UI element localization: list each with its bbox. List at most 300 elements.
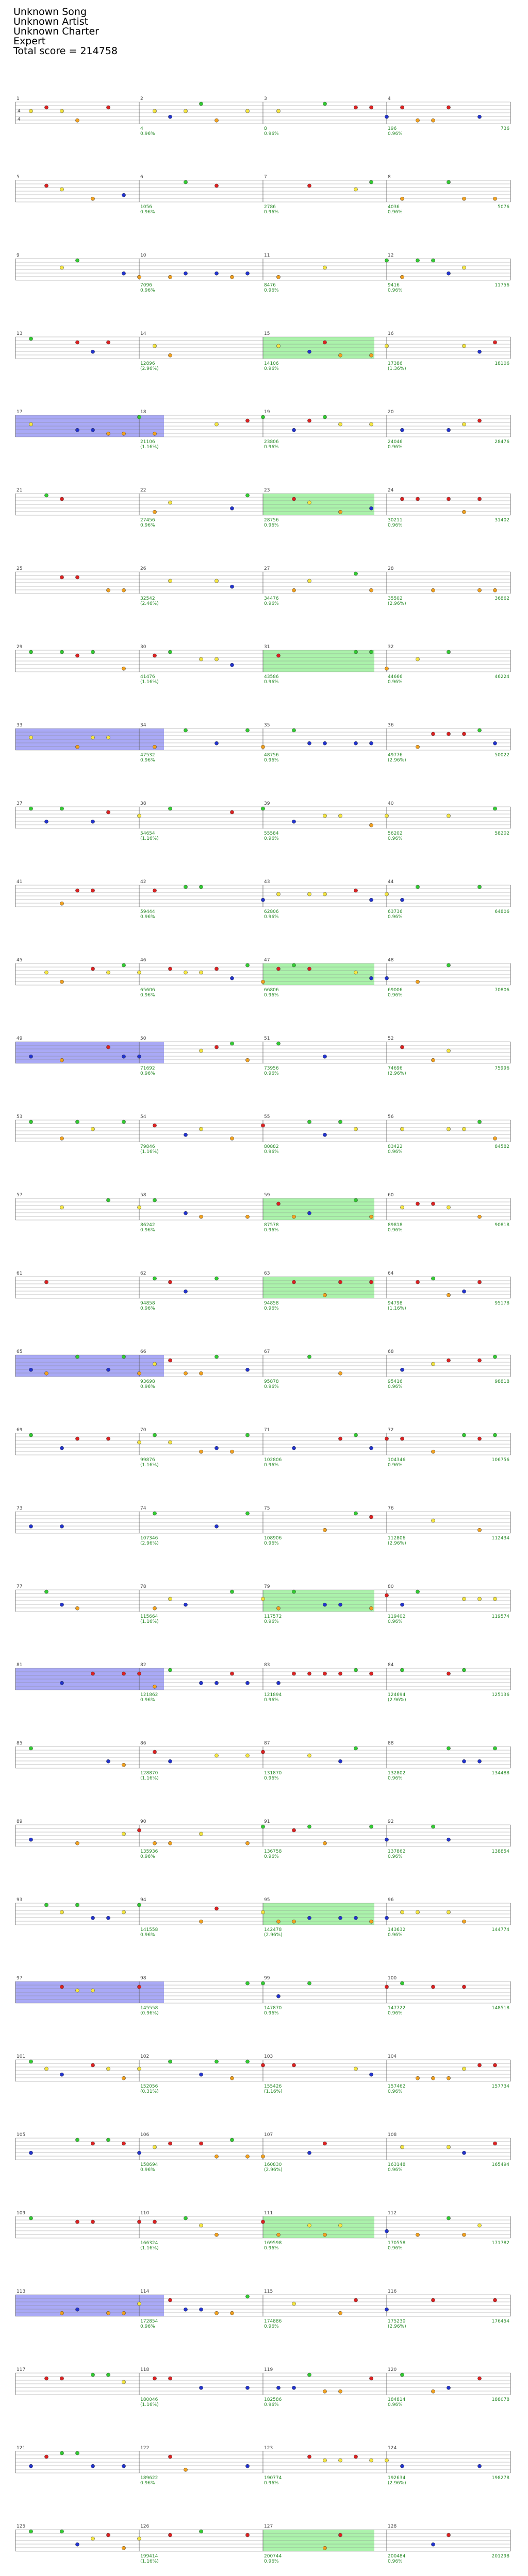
measure-percent: (1.16%)	[140, 2246, 159, 2251]
note-gem	[416, 1910, 419, 1914]
note-gem	[168, 2298, 172, 2302]
measure-score: 80882	[264, 1144, 279, 1149]
note-gem	[462, 344, 466, 348]
note-gem	[369, 2073, 373, 2076]
measure-number: 14	[140, 331, 146, 336]
measure-score: 32542	[140, 596, 155, 601]
measure-number: 33	[16, 723, 23, 728]
note-gem	[307, 1825, 311, 1828]
note-gem	[137, 275, 141, 279]
measure-number: 67	[264, 1349, 270, 1354]
note-gem	[137, 415, 141, 419]
note-gem	[199, 1450, 203, 1453]
note-gem	[106, 341, 110, 344]
measure-number: 122	[140, 2446, 150, 2451]
note-gem	[153, 1277, 156, 1280]
note-gem	[354, 1916, 357, 1920]
note-gem	[106, 1198, 110, 1202]
measure-percent: 0.96%	[140, 1228, 155, 1233]
note-gem	[323, 2142, 326, 2145]
measure-percent: 0.96%	[388, 1854, 403, 1859]
row-end-score: 70806	[494, 988, 509, 993]
measure-number: 69	[16, 1428, 23, 1433]
row-end-score: 171782	[491, 2241, 509, 2246]
measure-number: 27	[264, 566, 270, 571]
note-gem	[307, 741, 311, 745]
row-end-score: 84582	[494, 1144, 509, 1149]
measure-percent: 0.96%	[388, 680, 403, 685]
row-end-score: 36862	[494, 596, 509, 601]
note-gem	[493, 588, 497, 592]
measure-number: 12	[388, 253, 394, 258]
row-end-score: 157734	[491, 2084, 509, 2089]
staff-row	[15, 1193, 510, 1233]
note-gem	[137, 2537, 141, 2540]
note-gem	[261, 1981, 265, 1985]
note-gem	[153, 432, 156, 435]
note-gem	[477, 419, 481, 422]
measure-number: 6	[140, 175, 143, 180]
measure-number: 59	[264, 1193, 270, 1198]
note-gem	[400, 1368, 404, 1371]
note-gem	[261, 1597, 265, 1601]
measure-percent: 0.96%	[264, 680, 279, 685]
measure-score: 4	[140, 126, 143, 131]
note-gem	[60, 1985, 63, 1989]
note-gem	[44, 2377, 48, 2380]
row-end-score: 148518	[491, 2006, 509, 2011]
measure-number: 35	[264, 723, 270, 728]
note-gem	[60, 188, 63, 191]
note-gem	[137, 2220, 141, 2224]
measure-number: 10	[140, 253, 146, 258]
note-gem	[230, 2076, 234, 2080]
measure-score: 184814	[388, 2397, 406, 2402]
measure-percent: 0.96%	[140, 1698, 155, 1703]
note-gem	[462, 1985, 466, 1989]
measure-number: 56	[388, 1114, 394, 1120]
measure-score: 121894	[264, 1692, 282, 1698]
measure-percent: (1.16%)	[140, 1149, 159, 1155]
measure-score: 117572	[264, 1614, 282, 1619]
note-gem	[477, 1215, 481, 1218]
note-gem	[462, 1668, 466, 1672]
note-gem	[44, 1280, 48, 1284]
note-gem	[245, 728, 249, 732]
note-gem	[385, 259, 388, 262]
measure-number: 81	[16, 1663, 23, 1668]
note-gem	[431, 732, 435, 736]
note-gem	[385, 2308, 388, 2311]
note-gem	[60, 2451, 63, 2455]
note-gem	[462, 1920, 466, 1923]
note-gem	[122, 1120, 125, 1124]
note-gem	[385, 976, 388, 980]
measure-number: 96	[388, 1897, 394, 1903]
note-gem	[214, 118, 218, 122]
note-gem	[292, 428, 295, 432]
note-gem	[431, 1202, 435, 1206]
measure-percent: 0.96%	[264, 1228, 279, 1233]
note-gem	[276, 2386, 280, 2389]
staff-row	[15, 1897, 510, 1938]
note-gem	[493, 2142, 497, 2145]
note-gem	[416, 497, 419, 501]
measure-score: 8476	[264, 283, 276, 288]
note-gem	[60, 2530, 63, 2533]
note-gem	[323, 1293, 326, 1297]
note-gem	[29, 2464, 32, 2468]
note-gem	[75, 1903, 79, 1907]
measure-percent: 0.96%	[264, 836, 279, 841]
note-gem	[276, 1920, 280, 1923]
measure-number: 7	[264, 175, 267, 180]
note-gem	[137, 1985, 141, 1989]
measure-number: 40	[388, 801, 394, 806]
measure-number: 68	[388, 1349, 394, 1354]
note-gem	[276, 654, 280, 657]
note-gem	[307, 1754, 311, 1757]
note-gem	[245, 494, 249, 497]
measure-percent: 0.96%	[140, 288, 155, 293]
measure-number: 64	[388, 1271, 394, 1276]
note-gem	[184, 2308, 187, 2311]
measure-percent: 0.96%	[140, 758, 155, 763]
note-gem	[276, 967, 280, 971]
measure-score: 94858	[140, 1301, 155, 1306]
note-gem	[245, 1215, 249, 1218]
staff-row	[15, 1584, 510, 1624]
note-gem	[276, 1042, 280, 1045]
note-gem	[292, 2386, 295, 2389]
measure-number: 106	[140, 2132, 150, 2138]
measure-percent: 0.96%	[388, 131, 403, 137]
measure-percent: (1.16%)	[140, 1776, 159, 1781]
note-gem	[431, 1058, 435, 1062]
staff-row	[15, 331, 510, 371]
measure-number: 4	[388, 96, 391, 101]
measure-number: 83	[264, 1663, 270, 1668]
note-gem	[477, 2224, 481, 2227]
measure-number: 108	[388, 2132, 397, 2138]
note-gem	[245, 272, 249, 275]
note-gem	[276, 1994, 280, 1998]
note-gem	[431, 2298, 435, 2302]
note-gem	[122, 588, 125, 592]
note-gem	[477, 1120, 481, 1124]
measure-number: 103	[264, 2054, 273, 2059]
staff-row	[15, 645, 510, 685]
measure-percent: 0.96%	[264, 445, 279, 450]
measure-number: 121	[16, 2446, 26, 2451]
row-end-score: 138854	[491, 1849, 509, 1854]
row-end-score: 165494	[491, 2162, 509, 2167]
note-gem	[354, 2455, 357, 2459]
note-gem	[323, 814, 326, 818]
row-end-score: 106756	[491, 1458, 509, 1463]
note-gem	[493, 2298, 497, 2302]
measure-percent: 0.96%	[140, 210, 155, 215]
measure-percent: 0.96%	[264, 1306, 279, 1311]
note-gem	[214, 657, 218, 661]
measure-score: 157462	[388, 2084, 406, 2089]
note-gem	[29, 109, 32, 113]
measure-score: 180046	[140, 2397, 158, 2402]
measure-number: 28	[388, 566, 394, 571]
note-gem	[261, 898, 265, 902]
note-gem	[416, 1202, 419, 1206]
note-gem	[153, 1685, 156, 1688]
note-gem	[245, 2386, 249, 2389]
note-gem	[338, 1672, 342, 1675]
measure-percent: (2.46%)	[140, 601, 159, 606]
staff-row	[15, 96, 510, 137]
note-gem	[44, 494, 48, 497]
note-gem	[323, 1528, 326, 1532]
note-gem	[261, 980, 265, 984]
measure-number: 111	[264, 2211, 273, 2216]
measure-number: 100	[388, 1976, 397, 1981]
note-gem	[91, 1916, 94, 1920]
measure-number: 110	[140, 2211, 150, 2216]
measure-number: 37	[16, 801, 23, 806]
row-end-score: 58202	[494, 831, 509, 836]
measure-percent: (1.16%)	[140, 836, 159, 841]
note-gem	[184, 971, 187, 974]
note-gem	[230, 1590, 234, 1594]
note-gem	[323, 741, 326, 745]
note-gem	[168, 579, 172, 583]
total-score: Total score = 214758	[13, 45, 118, 57]
note-gem	[168, 2060, 172, 2063]
measure-score: 119402	[388, 1614, 406, 1619]
note-gem	[431, 1825, 435, 1828]
measure-number: 117	[16, 2367, 26, 2372]
measure-score: 94858	[264, 1301, 279, 1306]
measure-number: 115	[264, 2289, 273, 2294]
note-gem	[75, 2138, 79, 2142]
note-gem	[400, 428, 404, 432]
note-gem	[493, 341, 497, 344]
note-gem	[261, 1124, 265, 1127]
note-gem	[29, 1747, 32, 1750]
note-gem	[354, 1747, 357, 1750]
measure-number: 80	[388, 1584, 394, 1589]
staff-row	[15, 175, 510, 215]
note-gem	[462, 422, 466, 426]
measure-score: 128870	[140, 1771, 158, 1776]
measure-percent: (1.16%)	[140, 445, 159, 450]
measure-number: 52	[388, 1036, 394, 1041]
measure-score: 56202	[388, 831, 403, 836]
note-gem	[261, 415, 265, 419]
measure-number: 87	[264, 1741, 270, 1746]
measure-number: 70	[140, 1428, 146, 1433]
measure-percent: (1.16%)	[140, 2402, 159, 2408]
note-gem	[338, 353, 342, 357]
note-gem	[323, 2459, 326, 2462]
note-gem	[137, 2302, 141, 2306]
measure-score: 28756	[264, 518, 279, 523]
measure-score: 1056	[140, 205, 152, 210]
measure-score: 95416	[388, 1379, 403, 1384]
measure-percent: (2.96%)	[140, 366, 159, 371]
note-gem	[106, 2311, 110, 2315]
measure-number: 44	[388, 879, 394, 885]
note-gem	[369, 650, 373, 654]
measure-score: 48756	[264, 753, 279, 758]
measure-percent: 0.96%	[140, 2481, 155, 2486]
note-gem	[214, 1754, 218, 1757]
note-gem	[168, 1759, 172, 1763]
measure-score: 14106	[264, 361, 279, 366]
row-end-score: 144774	[491, 1927, 509, 1933]
measure-score: 102806	[264, 1458, 282, 1463]
note-gem	[447, 428, 450, 432]
note-gem	[199, 2308, 203, 2311]
note-gem	[214, 579, 218, 583]
note-gem	[369, 588, 373, 592]
note-gem	[184, 1211, 187, 1215]
measure-score: 124694	[388, 1692, 406, 1698]
note-gem	[60, 2073, 63, 2076]
note-gem	[307, 2224, 311, 2227]
measure-percent: (2.96%)	[264, 1933, 283, 1938]
measure-score: 44666	[388, 674, 403, 680]
measure-percent: 0.96%	[264, 366, 279, 371]
measure-score: 21106	[140, 439, 155, 445]
note-gem	[106, 432, 110, 435]
note-gem	[369, 422, 373, 426]
note-gem	[261, 2220, 265, 2224]
measure-number: 16	[388, 331, 394, 336]
row-end-score: 736	[500, 126, 509, 131]
measure-score: 4036	[388, 205, 400, 210]
note-gem	[477, 497, 481, 501]
measure-score: 99876	[140, 1458, 155, 1463]
note-gem	[477, 1528, 481, 1532]
note-gem	[323, 892, 326, 896]
measure-percent: 0.96%	[264, 2402, 279, 2408]
measure-number: 3	[264, 96, 267, 101]
measure-number: 113	[16, 2289, 26, 2294]
note-gem	[214, 272, 218, 275]
note-gem	[106, 106, 110, 109]
measure-score: 196	[388, 126, 397, 131]
measure-percent: 0.96%	[388, 288, 403, 293]
note-gem	[338, 1603, 342, 1606]
note-gem	[431, 588, 435, 592]
note-gem	[493, 1747, 497, 1750]
measure-number: 50	[140, 1036, 146, 1041]
measure-score: 142478	[264, 1927, 282, 1933]
note-gem	[122, 2546, 125, 2550]
note-gem	[153, 2220, 156, 2224]
note-gem	[338, 2311, 342, 2315]
measure-score: 175230	[388, 2319, 406, 2324]
note-gem	[431, 2543, 435, 2546]
note-gem	[385, 667, 388, 670]
time-signature-bottom: 4	[18, 117, 21, 122]
note-gem	[214, 2155, 218, 2158]
note-gem	[168, 967, 172, 971]
note-gem	[369, 741, 373, 745]
note-gem	[323, 1841, 326, 1845]
measure-number: 89	[16, 1819, 23, 1824]
note-gem	[292, 497, 295, 501]
note-gem	[75, 1437, 79, 1440]
note-gem	[447, 1747, 450, 1750]
note-gem	[477, 2464, 481, 2468]
note-gem	[245, 1433, 249, 1437]
staff-row	[15, 879, 510, 920]
note-gem	[44, 2067, 48, 2071]
measure-score: 155426	[264, 2084, 282, 2089]
measure-score: 147870	[264, 2006, 282, 2011]
note-gem	[447, 814, 450, 818]
note-gem	[214, 2060, 218, 2063]
note-gem	[91, 1672, 94, 1675]
note-gem	[245, 2295, 249, 2298]
note-gem	[447, 1910, 450, 1914]
note-gem	[199, 2142, 203, 2145]
note-gem	[477, 1280, 481, 1284]
note-gem	[44, 2455, 48, 2459]
measure-percent: 0.96%	[264, 210, 279, 215]
row-end-score: 201298	[491, 2554, 509, 2559]
note-gem	[29, 2060, 32, 2063]
measure-percent: 0.96%	[140, 1384, 155, 1389]
measure-percent: 0.96%	[388, 445, 403, 450]
note-gem	[493, 741, 497, 745]
note-gem	[462, 266, 466, 269]
note-gem	[431, 1277, 435, 1280]
note-gem	[338, 1759, 342, 1763]
note-gem	[462, 2067, 466, 2071]
note-gem	[60, 497, 63, 501]
note-gem	[493, 2063, 497, 2067]
note-gem	[199, 1371, 203, 1375]
measure-number: 77	[16, 1584, 23, 1589]
note-gem	[153, 1433, 156, 1437]
measure-score: 73956	[264, 1066, 279, 1071]
row-end-score: 28476	[494, 439, 509, 445]
note-gem	[230, 2311, 234, 2315]
note-gem	[477, 1759, 481, 1763]
note-gem	[60, 1058, 63, 1062]
note-gem	[214, 1907, 218, 1910]
measure-score: 24046	[388, 439, 403, 445]
measure-percent: 0.96%	[388, 2402, 403, 2408]
measure-number: 57	[16, 1193, 23, 1198]
note-gem	[276, 109, 280, 113]
staff-row	[15, 801, 510, 841]
note-gem	[199, 2386, 203, 2389]
measure-number: 39	[264, 801, 270, 806]
note-gem	[369, 506, 373, 510]
note-gem	[431, 1450, 435, 1453]
measure-percent: 0.96%	[140, 2324, 155, 2329]
note-gem	[245, 2155, 249, 2158]
note-gem	[184, 2216, 187, 2220]
note-gem	[245, 109, 249, 113]
measure-percent: 0.96%	[264, 1149, 279, 1155]
measure-percent: 0.96%	[388, 2011, 403, 2016]
measure-percent: 0.96%	[388, 2559, 403, 2564]
note-gem	[338, 2459, 342, 2462]
note-gem	[137, 1903, 141, 1907]
note-gem	[416, 657, 419, 661]
